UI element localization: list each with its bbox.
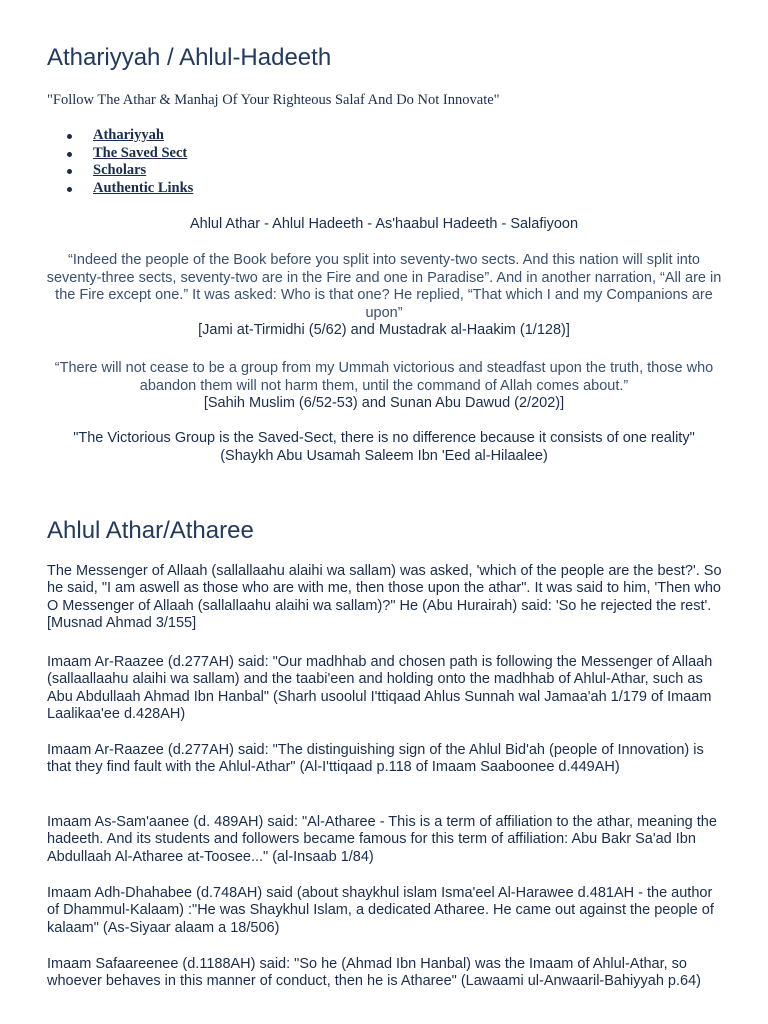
bullet-icon: [67, 187, 72, 192]
bullet-icon: [67, 169, 72, 174]
paragraph: The Messenger of Allaah (sallallaahu alaihi wa sallam) was asked, 'which of the people are the best?'. So he said, "I am aswell as those who are with me, then those upon the athar". It was said to him, 'Then who O Messenger of Allaah (sallallaahu alaihi wa sallam)?" He (Abu Hurairah) said: 'So he rejected the rest'. [Musnad Ahmad 3/155]: [47, 563, 722, 632]
page-title: Athariyyah / Ahlul-Hadeeth: [47, 44, 332, 71]
nav-link-athariyyah[interactable]: Athariyyah: [93, 127, 164, 143]
paragraph: Imaam Ar-Raazee (d.277AH) said: "The distinguishing sign of the Ahlul Bid'ah (people of Innovation) is that they find fault with the Ahlul-Athar" (Al-I'ttiqaad p.118 of Imaam Saaboonee d.449AH): [47, 742, 704, 776]
nav-link-authentic-links[interactable]: Authentic Links: [93, 179, 194, 196]
quote-block: [40, 430, 728, 465]
hadith-source: [Jami at-Tirmidhi (5/62) and Mustadrak al-Haakim (1/128)]: [198, 322, 570, 338]
nav-link-saved-sect[interactable]: The Saved Sect: [93, 144, 188, 161]
paragraph: Imaam Adh-Dhahabee (d.748AH) said (about shaykhul islam Isma'eel Al-Harawee d.481AH - the author of Dhammul-Kalaam) :"He was Shaykhul Islam, a dedicated Atharee. He came out against the people of kalaam" (As-Siyaar alaam a 18/506): [47, 885, 714, 936]
paragraph: Imaam Safaareenee (d.1188AH) said: "So he (Ahmad Ibn Hanbal) was the Imaam of Ahlul-Athar, so whoever behaves in this manner of conduct, then he is Atharee" (Lawaami ul-Anwaaril-Bahiyyah p.64): [47, 956, 701, 990]
nav-item-scholars: [67, 162, 193, 180]
nav-list: [67, 127, 193, 197]
hadith-source: [Sahih Muslim (6/52-53) and Sunan Abu Dawud (2/202)]: [203, 395, 565, 411]
hadith-block-2: [40, 360, 728, 413]
nav-item-authentic-links: [67, 180, 193, 198]
hadith-block-1: [40, 252, 728, 340]
paragraph: Imaam As-Sam'aanee (d. 489AH) said: "Al-Atharee - This is a term of affiliation to the athar, meaning the hadeeth. And its students and followers became famous for this term of affiliation: Abu Bakr Sa'ad Ibn Abdullaah Al-Atharee at-Toosee..." (al-Insaab 1/84): [47, 814, 717, 865]
hadith-text: “Indeed the people of the Book before you split into seventy-two sects. And this nation will split into seventy-three sects, seventy-two are in the Fire and one in Paradise”. And in another narration, “All are in the Fire except one.” It was asked: Who is that one? He replied, “That which I and my Companions are upon”: [46, 252, 722, 321]
nav-item-athariyyah: [67, 127, 193, 145]
bullet-icon: [67, 152, 72, 157]
paragraph: Imaam Ar-Raazee (d.277AH) said: "Our madhhab and chosen path is following the Messenger of Allaah (sallaallaahu alaihi wa sallam) and the taabi'een and holding onto the madhhab of Ahlul-Athar, such as Abu Abdullaah Ahmad Ibn Hanbal" (Sharh usoolul I'ttiqaad Ahlus Sunnah wal Jamaa'ah 1/179 of Imaam Laalikaa'ee d.428AH): [47, 654, 713, 723]
quote-source: (Shaykh Abu Usamah Saleem Ibn 'Eed al-Hilaalee): [220, 447, 548, 464]
names-line: Ahlul Athar - Ahlul Hadeeth - As'haabul Hadeeth - Salafiyoon: [189, 216, 579, 232]
section-heading: Ahlul Athar/Atharee: [47, 517, 254, 544]
nav-link-scholars[interactable]: Scholars: [93, 162, 147, 178]
hadith-text: “There will not cease to be a group from my Ummah victorious and steadfast upon the truth, those who abandon them will not harm them, until the command of Allah comes about.”: [54, 360, 714, 394]
tagline: "Follow The Athar & Manhaj Of Your Righteous Salaf And Do Not Innovate": [47, 92, 500, 108]
bullet-icon: [67, 134, 72, 139]
nav-item-saved-sect: [67, 145, 193, 163]
quote-text: "The Victorious Group is the Saved-Sect, there is no difference because it consists of one reality": [73, 430, 695, 446]
